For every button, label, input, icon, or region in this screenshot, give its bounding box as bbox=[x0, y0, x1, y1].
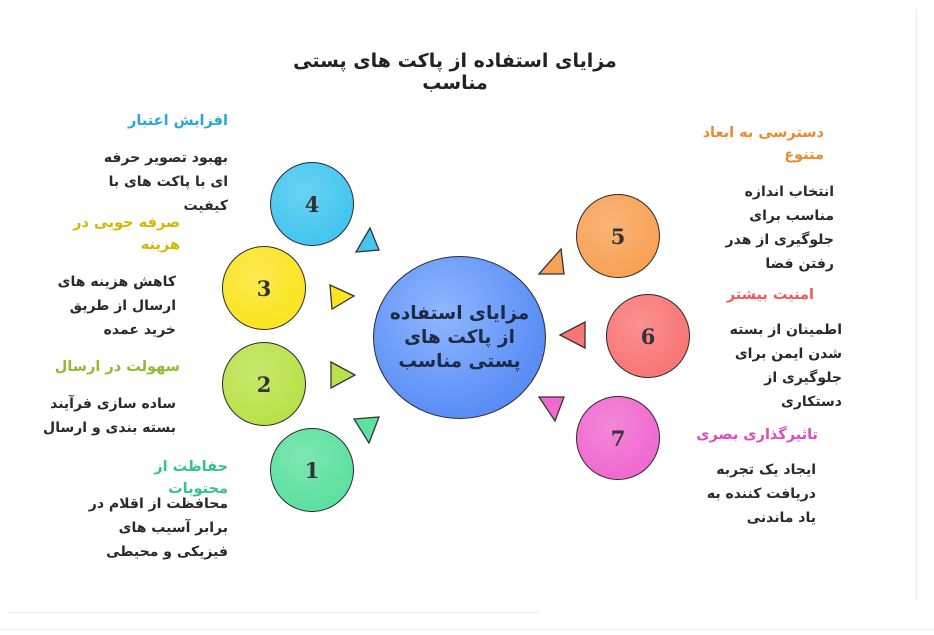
benefit-3-circle bbox=[222, 246, 306, 330]
benefit-7-heading: تاثیرگذاری بصری bbox=[696, 427, 818, 443]
benefit-3-heading: صرفه جویی در هزینه bbox=[73, 215, 180, 253]
benefit-2-number: 2 bbox=[256, 371, 272, 397]
pointer-5-icon bbox=[537, 247, 567, 277]
benefit-3-number: 3 bbox=[256, 275, 272, 301]
benefit-7-number: 7 bbox=[610, 425, 626, 451]
frame-divider bbox=[8, 612, 538, 613]
benefit-7-description: ایجاد یک تجربه دریافت کننده به یاد ماندنی bbox=[706, 462, 816, 526]
benefit-4-description: بهبود تصویر حرفه ای با پاکت های با کیفیت bbox=[103, 150, 228, 214]
benefit-6-description: اطمینان از بسته شدن ایمن برای جلوگیری از دستکاری bbox=[729, 322, 842, 410]
frame-divider bbox=[0, 629, 934, 630]
center-hub bbox=[373, 256, 546, 419]
benefit-3-description: کاهش هزینه های ارسال از طریق خرید عمده bbox=[57, 274, 176, 338]
frame-divider bbox=[916, 10, 917, 600]
benefit-2-description: ساده سازی فرآیند بسته بندی و ارسال bbox=[43, 396, 176, 436]
benefit-4-circle bbox=[270, 162, 354, 246]
benefit-5-description: انتخاب اندازه مناسب برای جلوگیری از هدر رفتن فضا bbox=[725, 184, 834, 272]
benefit-2-heading: سهولت در ارسال bbox=[54, 359, 180, 375]
benefit-1-heading: حفاظت از محتویات bbox=[154, 459, 228, 497]
pointer-2-icon bbox=[328, 360, 358, 390]
benefit-5-heading: دسترسی به ابعاد متنوع bbox=[702, 125, 824, 163]
benefit-6-heading: امنیت بیشتر bbox=[726, 287, 814, 303]
pointer-7-icon bbox=[537, 394, 567, 424]
pointer-4-icon bbox=[352, 225, 382, 255]
benefit-7-circle bbox=[576, 396, 660, 480]
benefit-4-number: 4 bbox=[304, 191, 320, 217]
benefit-5-number: 5 bbox=[610, 223, 626, 249]
benefit-4-heading: افزایش اعتبار bbox=[128, 113, 228, 129]
benefit-5-circle bbox=[576, 194, 660, 278]
benefit-1-circle bbox=[270, 428, 354, 512]
pointer-3-icon bbox=[328, 283, 358, 313]
pointer-1-icon bbox=[352, 415, 382, 445]
center-hub-label: مزایای استفاده از پاکت های پستی مناسب bbox=[389, 302, 530, 372]
benefit-1-number: 1 bbox=[304, 457, 320, 483]
benefit-1-description: محافظت از اقلام در برابر آسیب های فیزیکی و محیطی bbox=[88, 496, 228, 560]
benefit-2-circle bbox=[222, 342, 306, 426]
benefit-6-circle bbox=[606, 294, 690, 378]
diagram-title: مزایای استفاده از پاکت های پستی مناسب bbox=[293, 50, 617, 94]
benefit-6-number: 6 bbox=[640, 323, 656, 349]
pointer-6-icon bbox=[558, 320, 588, 350]
